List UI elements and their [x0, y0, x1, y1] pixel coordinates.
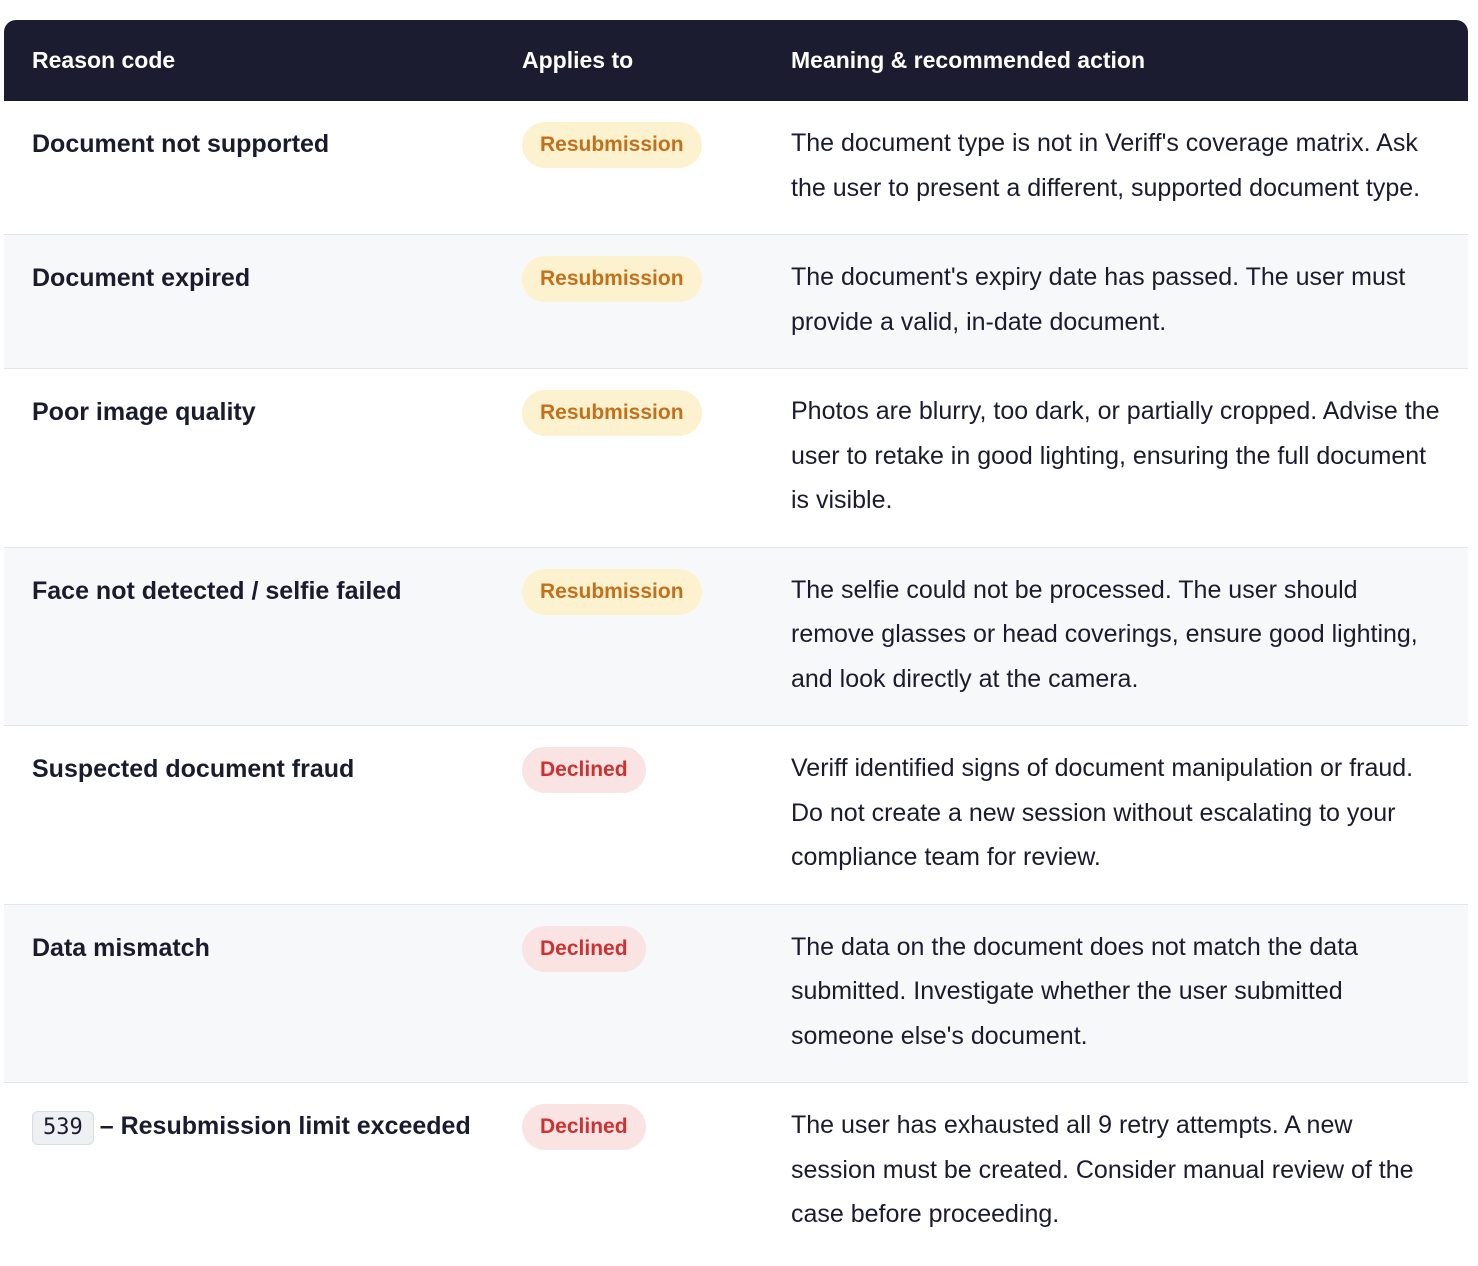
table-row — [4, 904, 1468, 1083]
meaning-text: Photos are blurry, too dark, or partially cropped. Advise the user to retake in good lighting, ensuring the full document is visible. — [791, 397, 1440, 514]
reason-code: Data mismatch — [32, 933, 210, 962]
status-badge: Declined — [522, 926, 646, 972]
header-reason-code: Reason code — [32, 47, 176, 73]
reason-codes-table — [4, 20, 1468, 1261]
header-applies-to: Applies to — [522, 47, 634, 73]
table-row — [4, 547, 1468, 726]
status-badge: Resubmission — [522, 256, 702, 302]
reason-code: Poor image quality — [32, 398, 256, 426]
status-badge: Declined — [522, 1104, 646, 1150]
status-badge: Resubmission — [522, 569, 702, 615]
reason-code: Face not detected / selfie failed — [32, 576, 402, 605]
meaning-text: The selfie could not be processed. The user should remove glasses or head coverings, ensure good lighting, and look directly at the camera. — [791, 575, 1418, 693]
reason-code: Document not supported — [32, 130, 330, 158]
header-meaning: Meaning & recommended action — [791, 47, 1146, 73]
reason-code — [4, 1083, 522, 1145]
table-header — [4, 20, 1468, 101]
meaning-text: Veriff identified signs of document manipulation or fraud. Do not create a new session without escalating to your compliance team for review. — [791, 754, 1414, 871]
reason-label: – Resubmission limit exceeded — [99, 1112, 471, 1140]
reason-code: Suspected document fraud — [32, 755, 355, 783]
status-badge: Resubmission — [522, 390, 702, 436]
status-badge: Resubmission — [522, 122, 702, 168]
meaning-text: The document type is not in Veriff's coverage matrix. Ask the user to present a different, supported document type. — [791, 129, 1421, 202]
table-row — [4, 234, 1468, 368]
status-badge: Declined — [522, 747, 646, 793]
meaning-text: The data on the document does not match the data submitted. Investigate whether the user submitted someone else's document. — [791, 932, 1359, 1050]
table-row — [4, 101, 1468, 234]
reason-code: Document expired — [32, 264, 251, 292]
code-chip: 539 — [32, 1111, 94, 1145]
table-row — [4, 1082, 1468, 1261]
table-row — [4, 368, 1468, 547]
table-row — [4, 725, 1468, 904]
meaning-text: The document's expiry date has passed. The user must provide a valid, in-date document. — [791, 263, 1406, 336]
meaning-text: The user has exhausted all 9 retry attempts. A new session must be created. Consider manual review of the case before proceeding. — [791, 1111, 1414, 1228]
